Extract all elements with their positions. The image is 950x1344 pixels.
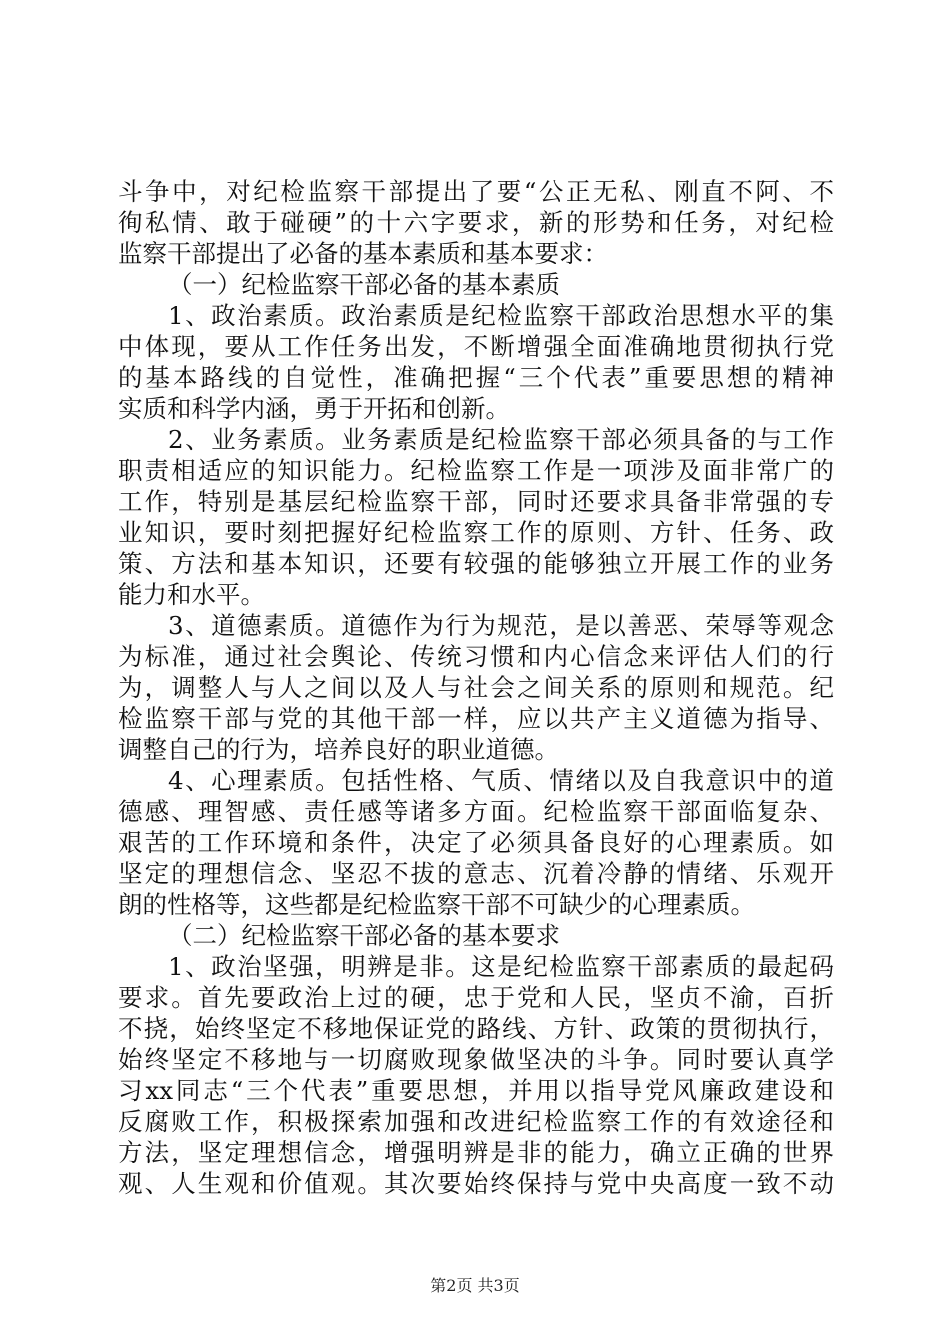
text-line: 反腐败工作，积极探索加强和改进纪检监察工作的有效途径和	[118, 1107, 834, 1136]
text-line: 调整自己的行为，培养良好的职业道德。	[118, 735, 559, 764]
text-line: 坚定的理想信念、坚忍不拔的意志、沉着冷静的情绪、乐观开	[118, 859, 834, 888]
text-line: 习xx同志“三个代表”重要思想，并用以指导党风廉政建设和	[118, 1076, 834, 1105]
text-line: 策、方法和基本知识，还要有较强的能够独立开展工作的业务	[118, 549, 834, 578]
text-line: 朗的性格等，这些都是纪检监察干部不可缺少的心理素质。	[118, 890, 755, 919]
text-line: 业知识，要时刻把握好纪检监察工作的原则、方针、任务、政	[118, 518, 834, 547]
text-line: 德感、理智感、责任感等诸多方面。纪检监察干部面临复杂、	[118, 797, 834, 826]
text-line: 实质和科学内涵，勇于开拓和创新。	[118, 394, 510, 423]
page-footer: 第2页 共3页	[430, 1276, 520, 1295]
text-line: 要求。首先要政治上过的硬，忠于党和人民，坚贞不渝，百折	[118, 983, 834, 1012]
text-line: 工作，特别是基层纪检监察干部，同时还要求具备非常强的专	[118, 487, 834, 516]
text-line: 检监察干部与党的其他干部一样，应以共产主义道德为指导、	[118, 704, 834, 733]
text-line: 为标准，通过社会舆论、传统习惯和内心信念来评估人们的行	[118, 642, 834, 671]
text-line: 能力和水平。	[118, 580, 265, 609]
text-line: 监察干部提出了必备的基本素质和基本要求：	[118, 239, 608, 268]
text-line: 方法，坚定理想信念，增强明辨是非的能力，确立正确的世界	[118, 1138, 834, 1167]
text-line: （一）纪检监察干部必备的基本素质	[168, 270, 560, 299]
text-line: 3、道德素质。道德作为行为规范，是以善恶、荣辱等观念	[168, 611, 834, 640]
text-line: 1、政治坚强，明辨是非。这是纪检监察干部素质的最起码	[168, 952, 834, 981]
text-line: 的基本路线的自觉性，准确把握“三个代表”重要思想的精神	[118, 363, 834, 392]
text-line: 观、人生观和价值观。其次要始终保持与党中央高度一致不动	[118, 1169, 834, 1198]
text-line: 中体现，要从工作任务出发，不断增强全面准确地贯彻执行党	[118, 332, 834, 361]
text-line: 不挠，始终坚定不移地保证党的路线、方针、政策的贯彻执行，	[118, 1014, 834, 1043]
text-line: 为，调整人与人之间以及人与社会之间关系的原则和规范。纪	[118, 673, 834, 702]
text-line: （二）纪检监察干部必备的基本要求	[168, 921, 560, 950]
text-line: 4、心理素质。包括性格、气质、情绪以及自我意识中的道	[168, 766, 834, 795]
text-line: 徇私情、敢于碰硬”的十六字要求，新的形势和任务，对纪检	[118, 208, 834, 237]
text-line: 斗争中，对纪检监察干部提出了要“公正无私、刚直不阿、不	[118, 177, 834, 206]
text-line: 艰苦的工作环境和条件，决定了必须具备良好的心理素质。如	[118, 828, 834, 857]
text-line: 1、政治素质。政治素质是纪检监察干部政治思想水平的集	[168, 301, 834, 330]
body-text	[118, 176, 834, 1199]
text-line: 始终坚定不移地与一切腐败现象做坚决的斗争。同时要认真学	[118, 1045, 834, 1074]
text-line: 2、业务素质。业务素质是纪检监察干部必须具备的与工作	[168, 425, 834, 454]
text-line: 职责相适应的知识能力。纪检监察工作是一项涉及面非常广的	[118, 456, 834, 485]
